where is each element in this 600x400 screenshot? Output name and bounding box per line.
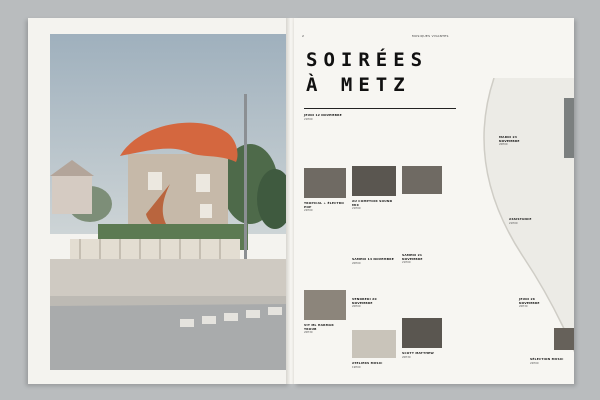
event-photo xyxy=(304,168,346,198)
listing-column-1b xyxy=(304,202,346,213)
event-photo xyxy=(402,166,442,194)
section-label: MUSIQUES VIVANTES xyxy=(412,34,449,38)
magazine-spread xyxy=(28,18,574,384)
event-photo xyxy=(304,290,346,320)
listing-heading: TROPICAL + ÉLECTRO POP xyxy=(304,201,344,209)
listing-column-4b xyxy=(509,218,545,225)
listing-time: 20H00 xyxy=(352,305,361,308)
listing-column-3 xyxy=(402,254,442,265)
listing-column-4 xyxy=(499,136,535,147)
listing-column-2b xyxy=(352,258,396,265)
listing-column-2 xyxy=(352,200,396,211)
house-with-melted-roof-photo xyxy=(50,34,286,370)
listing-time: 21H00 xyxy=(352,207,361,210)
event-photo xyxy=(352,166,396,196)
listing-heading: JEUDI 26 NOVEMBRE xyxy=(519,297,540,305)
listing-column-3b xyxy=(402,352,442,359)
listing-heading: SAMEDI 14 NOVEMBRE xyxy=(352,257,394,261)
title-rule xyxy=(304,108,456,109)
listing-time: 19H00 xyxy=(352,365,361,369)
listing-time: 21H00 xyxy=(304,117,313,121)
listing-column-2c xyxy=(352,298,396,309)
listing-time: 21H00 xyxy=(509,221,518,225)
listing-column-1c xyxy=(304,324,346,335)
left-page xyxy=(28,18,290,384)
listing-time: 20H30 xyxy=(402,355,411,359)
listing-time: 20H30 xyxy=(519,305,528,308)
listing-column-1 xyxy=(304,114,346,121)
title-line-1: SOIRÉES xyxy=(306,49,429,71)
page-title xyxy=(306,48,466,98)
listing-heading: VENDREDI 20 NOVEMBRE xyxy=(352,297,377,305)
listing-heading: AU COMPTOIR SOUND MIX xyxy=(352,199,393,207)
listing-heading: ATELIERS MUSIC xyxy=(352,361,383,365)
listing-time: 21H00 xyxy=(402,261,411,264)
title-line-2: À METZ xyxy=(306,74,411,96)
curled-page xyxy=(454,78,574,384)
listing-time: 20H00 xyxy=(499,143,508,146)
listing-time: 22H00 xyxy=(530,361,539,365)
listing-heading: ASSISTANCE xyxy=(509,217,532,221)
listing-heading: SÉLECTION MUSIC xyxy=(530,357,564,361)
listing-heading: VIT ML HARMAR TROUB xyxy=(304,323,334,331)
listing-heading: JEUDI 12 NOVEMBRE xyxy=(304,113,342,117)
listing-time: 22H00 xyxy=(304,209,313,212)
listing-heading: SCOTT MATTHEW xyxy=(402,351,434,355)
listing-column-4c xyxy=(519,298,555,309)
listing-heading: SAMEDI 21 NOVEMBRE xyxy=(402,253,423,261)
right-page xyxy=(294,18,574,384)
listing-time: 20H00 xyxy=(352,261,361,265)
page-number: 2 xyxy=(302,34,304,38)
listing-column-5 xyxy=(530,358,566,365)
listing-column-2d xyxy=(352,362,396,369)
listing-time: 20H30 xyxy=(304,331,313,334)
listing-heading: MARDI 24 NOVEMBRE xyxy=(499,135,520,143)
event-photo xyxy=(402,318,442,348)
event-photo xyxy=(352,330,396,358)
